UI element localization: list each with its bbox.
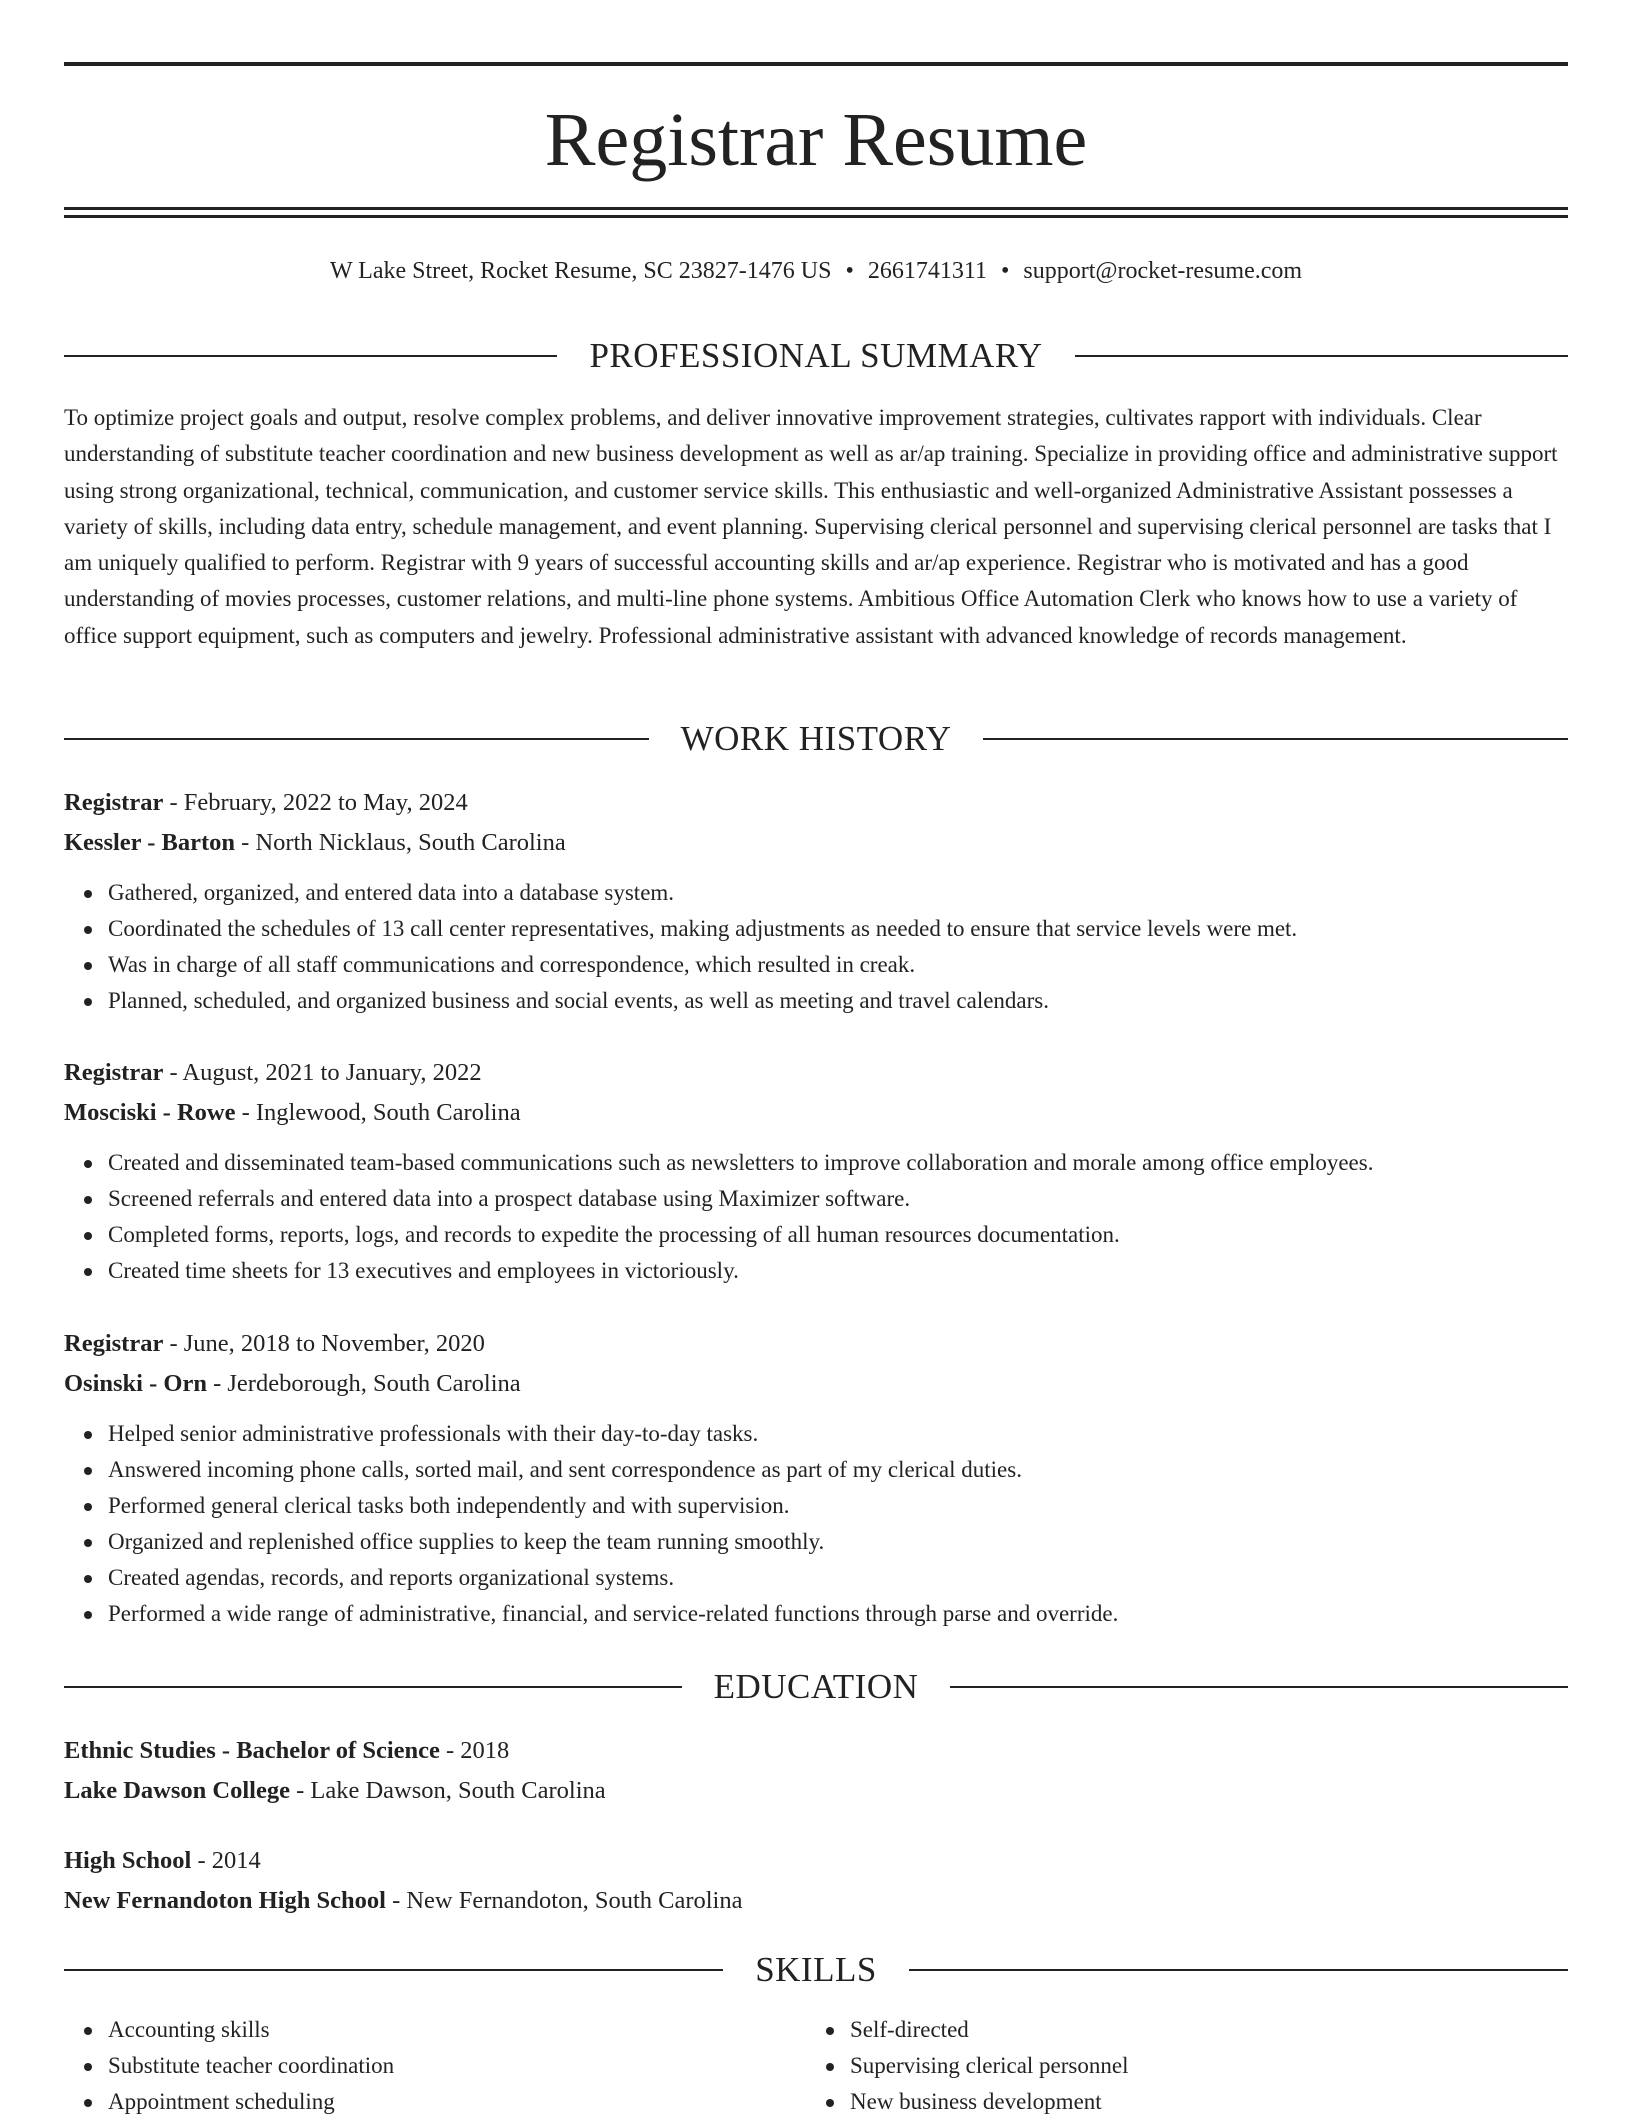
job-company: Mosciski - Rowe [64,1099,236,1126]
degree-year: - 2018 [439,1737,510,1764]
list-item: Performed a wide range of administrative, financial, and service-related functions through parse and override. [108,1596,1568,1632]
job-title-line [64,783,1568,823]
skills-list-right [806,2012,1548,2120]
school-line [64,1771,1568,1811]
school-location: - Lake Dawson, South Carolina [289,1777,606,1804]
job-entry [64,1053,1568,1289]
job-location: - Jerdeborough, South Carolina [206,1370,521,1397]
job-title: Registrar [64,1059,164,1086]
school-location: - New Fernandoton, South Carolina [385,1887,743,1914]
section-title: EDUCATION [713,1667,919,1706]
header-double-rule-lower [64,215,1568,218]
section-title: SKILLS [755,1950,877,1989]
job-company-line [64,1093,1568,1133]
list-item: Created and disseminated team-based communications such as newsletters to improve collaboration and morale among office employees. [108,1145,1568,1181]
job-company: Osinski - Orn [64,1370,207,1397]
job-dates: - June, 2018 to November, 2020 [163,1330,485,1357]
section-rule [64,738,649,740]
degree: Ethnic Studies - Bachelor of Science [64,1737,440,1764]
job-bullets [64,1145,1568,1289]
list-item: Screened referrals and entered data into a prospect database using Maximizer software. [108,1181,1568,1217]
job-bullets [64,1416,1568,1632]
section-rule [983,738,1568,740]
job-dates: - August, 2021 to January, 2022 [163,1059,482,1086]
list-item: Created agendas, records, and reports organizational systems. [108,1560,1568,1596]
contact-phone: 2661741311 [867,258,987,284]
section-title: PROFESSIONAL SUMMARY [589,336,1043,375]
section-heading-education [64,1665,1568,1709]
job-location: - Inglewood, South Carolina [235,1099,521,1126]
list-item: Gathered, organized, and entered data into a database system. [108,875,1568,911]
school: Lake Dawson College [64,1777,290,1804]
job-company-line [64,1364,1568,1404]
degree-line [64,1731,1568,1771]
list-item: Was in charge of all staff communications and correspondence, which resulted in creak. [108,947,1568,983]
education-entry [64,1841,1568,1921]
skill-item: New business development [850,2084,1548,2120]
header-top-rule [64,62,1568,66]
job-title: Registrar [64,789,164,816]
job-dates: - February, 2022 to May, 2024 [163,789,468,816]
job-location: - North Nicklaus, South Carolina [235,829,566,856]
job-company-line [64,823,1568,863]
contact-email: support@rocket-resume.com [1023,258,1303,284]
section-rule [64,355,557,357]
resume-title: Registrar Resume [544,98,1088,182]
section-heading-summary [64,334,1568,378]
degree-year: - 2014 [191,1847,261,1874]
section-heading-work-history [64,717,1568,761]
list-item: Organized and replenished office supplies to keep the team running smoothly. [108,1524,1568,1560]
degree: High School [64,1847,192,1874]
skill-item: Substitute teacher coordination [108,2048,806,2084]
list-item: Coordinated the schedules of 13 call center representatives, making adjustments as needed to ensure that service levels were met. [108,911,1568,947]
job-title-line [64,1324,1568,1364]
job-entry [64,783,1568,1019]
section-rule [909,1969,1568,1971]
school-line [64,1881,1568,1921]
list-item: Planned, scheduled, and organized business and social events, as well as meeting and travel calendars. [108,983,1568,1019]
list-item: Completed forms, reports, logs, and records to expedite the processing of all human resources documentation. [108,1217,1568,1253]
section-rule [64,1969,723,1971]
list-item: Answered incoming phone calls, sorted mail, and sent correspondence as part of my clerical duties. [108,1452,1568,1488]
skill-item: Self-directed [850,2012,1548,2048]
education-entry [64,1731,1568,1811]
job-entry [64,1324,1568,1632]
section-title: WORK HISTORY [680,719,952,758]
contact-address: W Lake Street, Rocket Resume, SC 23827-1476 US [329,258,832,284]
skills-list-left [64,2012,806,2120]
job-company: Kessler - Barton [64,829,236,856]
job-title-line [64,1053,1568,1093]
section-rule [950,1686,1568,1688]
degree-line [64,1841,1568,1881]
section-heading-skills [64,1948,1568,1992]
list-item: Helped senior administrative professionals with their day-to-day tasks. [108,1416,1568,1452]
skills-columns [64,2012,1568,2120]
list-item: Performed general clerical tasks both independently and with supervision. [108,1488,1568,1524]
skill-item: Accounting skills [108,2012,806,2048]
job-title: Registrar [64,1330,164,1357]
list-item: Created time sheets for 13 executives and employees in victoriously. [108,1253,1568,1289]
section-rule [1075,355,1568,357]
school: New Fernandoton High School [64,1887,386,1914]
contact-separator: • [1000,258,1010,284]
contact-line [64,254,1568,288]
skill-item: Supervising clerical personnel [850,2048,1548,2084]
job-bullets [64,875,1568,1019]
skill-item: Appointment scheduling [108,2084,806,2120]
summary-paragraph: To optimize project goals and output, resolve complex problems, and deliver innovative improvement strategies, cultivates rapport with individuals. Clear understanding of substitute teacher coordination and new business development as well as ar/ap training. Specialize in providing office and administrative support using strong organizational, technical, communication, and customer service skills. This enthusiastic and well-organized Administrative Assistant possesses a variety of skills, including data entry, schedule management, and event planning. Supervising clerical personnel and supervising clerical personnel are tasks that I am uniquely qualified to perform. Registrar with 9 years of successful accounting skills and ar/ap experience. Registrar who is motivated and has a good understanding of movies processes, customer relations, and multi-line phone systems. Ambitious Office Automation Clerk who knows how to use a variety of office support equipment, such as computers and jewelry. Professional administrative assistant with advanced knowledge of records management. [64,405,1558,648]
header-double-rule-upper [64,207,1568,210]
section-rule [64,1686,682,1688]
contact-separator: • [845,258,854,284]
